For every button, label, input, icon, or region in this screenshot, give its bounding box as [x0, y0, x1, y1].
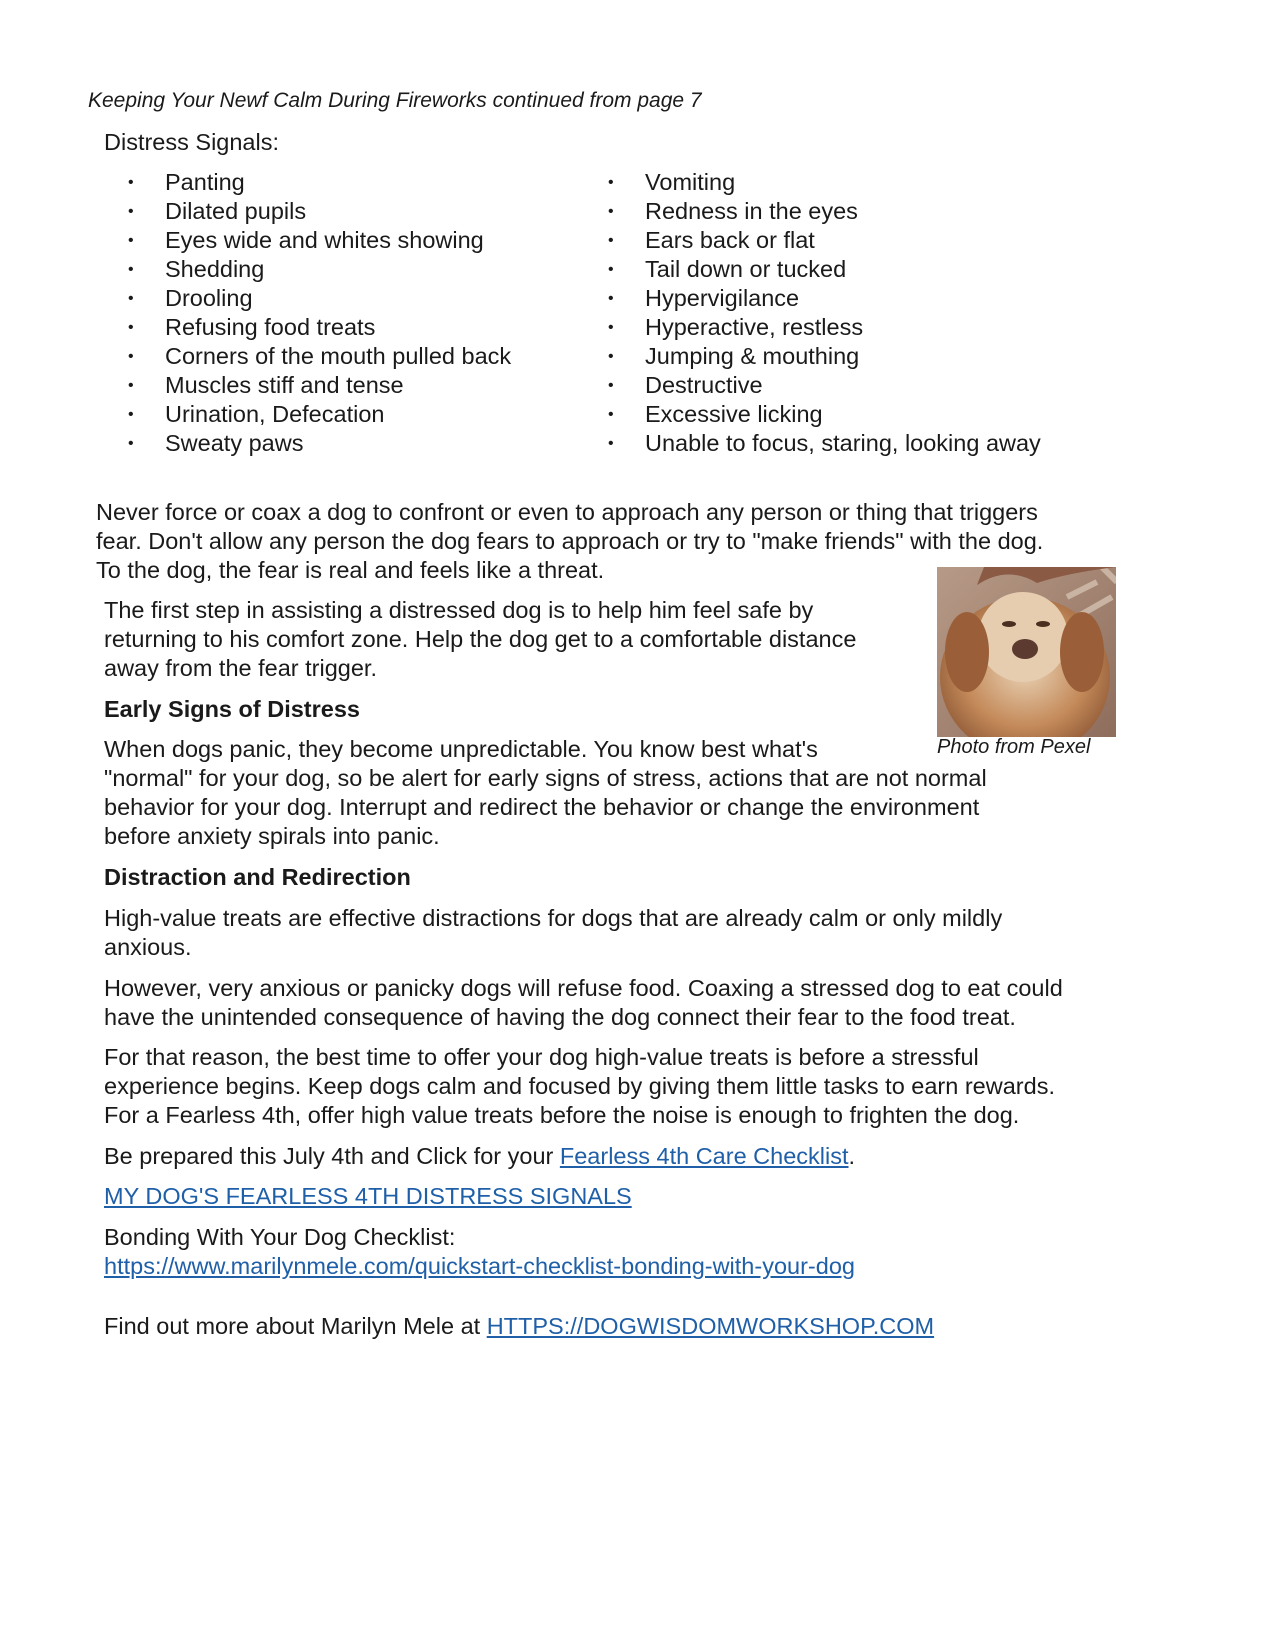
text-line: When dogs panic, they become unpredictable. You know best what's — [104, 736, 818, 762]
care-checklist-link[interactable]: Fearless 4th Care Checklist — [559, 1143, 849, 1169]
signal-list-item: • Drooling — [128, 284, 511, 313]
signal-list-item: • Hyperactive, restless — [608, 313, 1041, 342]
signal-list-item: • Redness in the eyes — [608, 197, 1041, 226]
photo-caption: Photo from Pexel — [937, 736, 1091, 758]
text: Find out more about Marilyn Mele at — [104, 1313, 487, 1339]
text-line: have the unintended consequence of having the dog connect their fear to the food treat. — [104, 1004, 1016, 1030]
text-line: For a Fearless 4th, offer high value treats before the noise is enough to frighten the dog. — [104, 1102, 1020, 1128]
signal-list-item: • Sweaty paws — [128, 429, 511, 458]
paragraph-for-that-reason — [104, 1043, 1055, 1130]
heading-distraction — [104, 863, 411, 892]
paragraph-however — [104, 974, 1063, 1032]
text: Be prepared this July 4th and Click for your — [104, 1143, 560, 1169]
paragraph-never-force — [96, 498, 1043, 585]
text-line: For that reason, the best time to offer your dog high-value treats is before a stressful — [104, 1044, 979, 1070]
text-line: To the dog, the fear is real and feels like a threat. — [96, 557, 605, 583]
dogwisdom-link[interactable]: HTTPS://DOGWISDOMWORKSHOP.COM — [486, 1313, 935, 1339]
distress-signals-link-row — [104, 1182, 632, 1211]
signal-list-item: • Destructive — [608, 371, 1041, 400]
signal-list-item: • Urination, Defecation — [128, 400, 511, 429]
paragraph-first-step — [104, 596, 856, 683]
distress-signals-title: Distress Signals: — [104, 129, 279, 155]
signal-list-item: • Refusing food treats — [128, 313, 511, 342]
signal-list-item: • Ears back or flat — [608, 226, 1041, 255]
text-line: High-value treats are effective distractions for dogs that are already calm or only mildly — [104, 905, 1003, 931]
heading-text: Early Signs of Distress — [104, 696, 360, 722]
signal-list-item: • Tail down or tucked — [608, 255, 1041, 284]
signal-list-item: • Shedding — [128, 255, 511, 284]
signal-list-item: • Vomiting — [608, 168, 1041, 197]
signal-list-item: • Excessive licking — [608, 400, 1041, 429]
signal-list-item: • Eyes wide and whites showing — [128, 226, 511, 255]
text-line: However, very anxious or panicky dogs will refuse food. Coaxing a stressed dog to eat could — [104, 975, 1063, 1001]
text-line: "normal" for your dog, so be alert for early signs of stress, actions that are not normal — [104, 765, 987, 791]
dog-photo — [937, 567, 1116, 737]
paragraph-high-value — [104, 904, 1002, 962]
signal-list-item: • Muscles stiff and tense — [128, 371, 511, 400]
text-line: anxious. — [104, 934, 192, 960]
text-line: before anxiety spirals into panic. — [104, 823, 440, 849]
bonding-label: Bonding With Your Dog Checklist: — [104, 1224, 456, 1250]
heading-text: Distraction and Redirection — [104, 864, 411, 890]
text-line: The first step in assisting a distressed dog is to help him feel safe by — [104, 597, 814, 623]
find-out-more — [104, 1312, 934, 1341]
distress-signals-link[interactable]: MY DOG'S FEARLESS 4TH DISTRESS SIGNALS — [104, 1183, 632, 1209]
paragraph-when-dogs-panic — [104, 735, 987, 851]
signals-list-left — [128, 168, 511, 458]
text-line: away from the fear trigger. — [104, 655, 377, 681]
text-line: behavior for your dog. Interrupt and redirect the behavior or change the environment — [104, 794, 980, 820]
bonding-checklist — [104, 1223, 855, 1281]
signal-list-item: • Panting — [128, 168, 511, 197]
text-line: Never force or coax a dog to confront or even to approach any person or thing that triggers — [96, 499, 1038, 525]
heading-early-signs — [104, 695, 360, 724]
text-line: fear. Don't allow any person the dog fears to approach or try to "make friends" with the dog. — [96, 528, 1044, 554]
signal-list-item: • Dilated pupils — [128, 197, 511, 226]
text-line: returning to his comfort zone. Help the dog get to a comfortable distance — [104, 626, 857, 652]
signal-list-item: • Unable to focus, staring, looking away — [608, 429, 1041, 458]
text-line: experience begins. Keep dogs calm and focused by giving them little tasks to earn rewards. — [104, 1073, 1055, 1099]
paragraph-be-prepared — [104, 1142, 855, 1171]
signal-list-item: • Jumping & mouthing — [608, 342, 1041, 371]
signals-list-right — [608, 168, 1041, 458]
signal-list-item: • Hypervigilance — [608, 284, 1041, 313]
continued-header: Keeping Your Newf Calm During Fireworks continued from page 7 — [88, 89, 702, 112]
signal-list-item: • Corners of the mouth pulled back — [128, 342, 511, 371]
text: . — [848, 1143, 856, 1169]
bonding-url-link[interactable]: https://www.marilynmele.com/quickstart-checklist-bonding-with-your-dog — [104, 1253, 855, 1279]
